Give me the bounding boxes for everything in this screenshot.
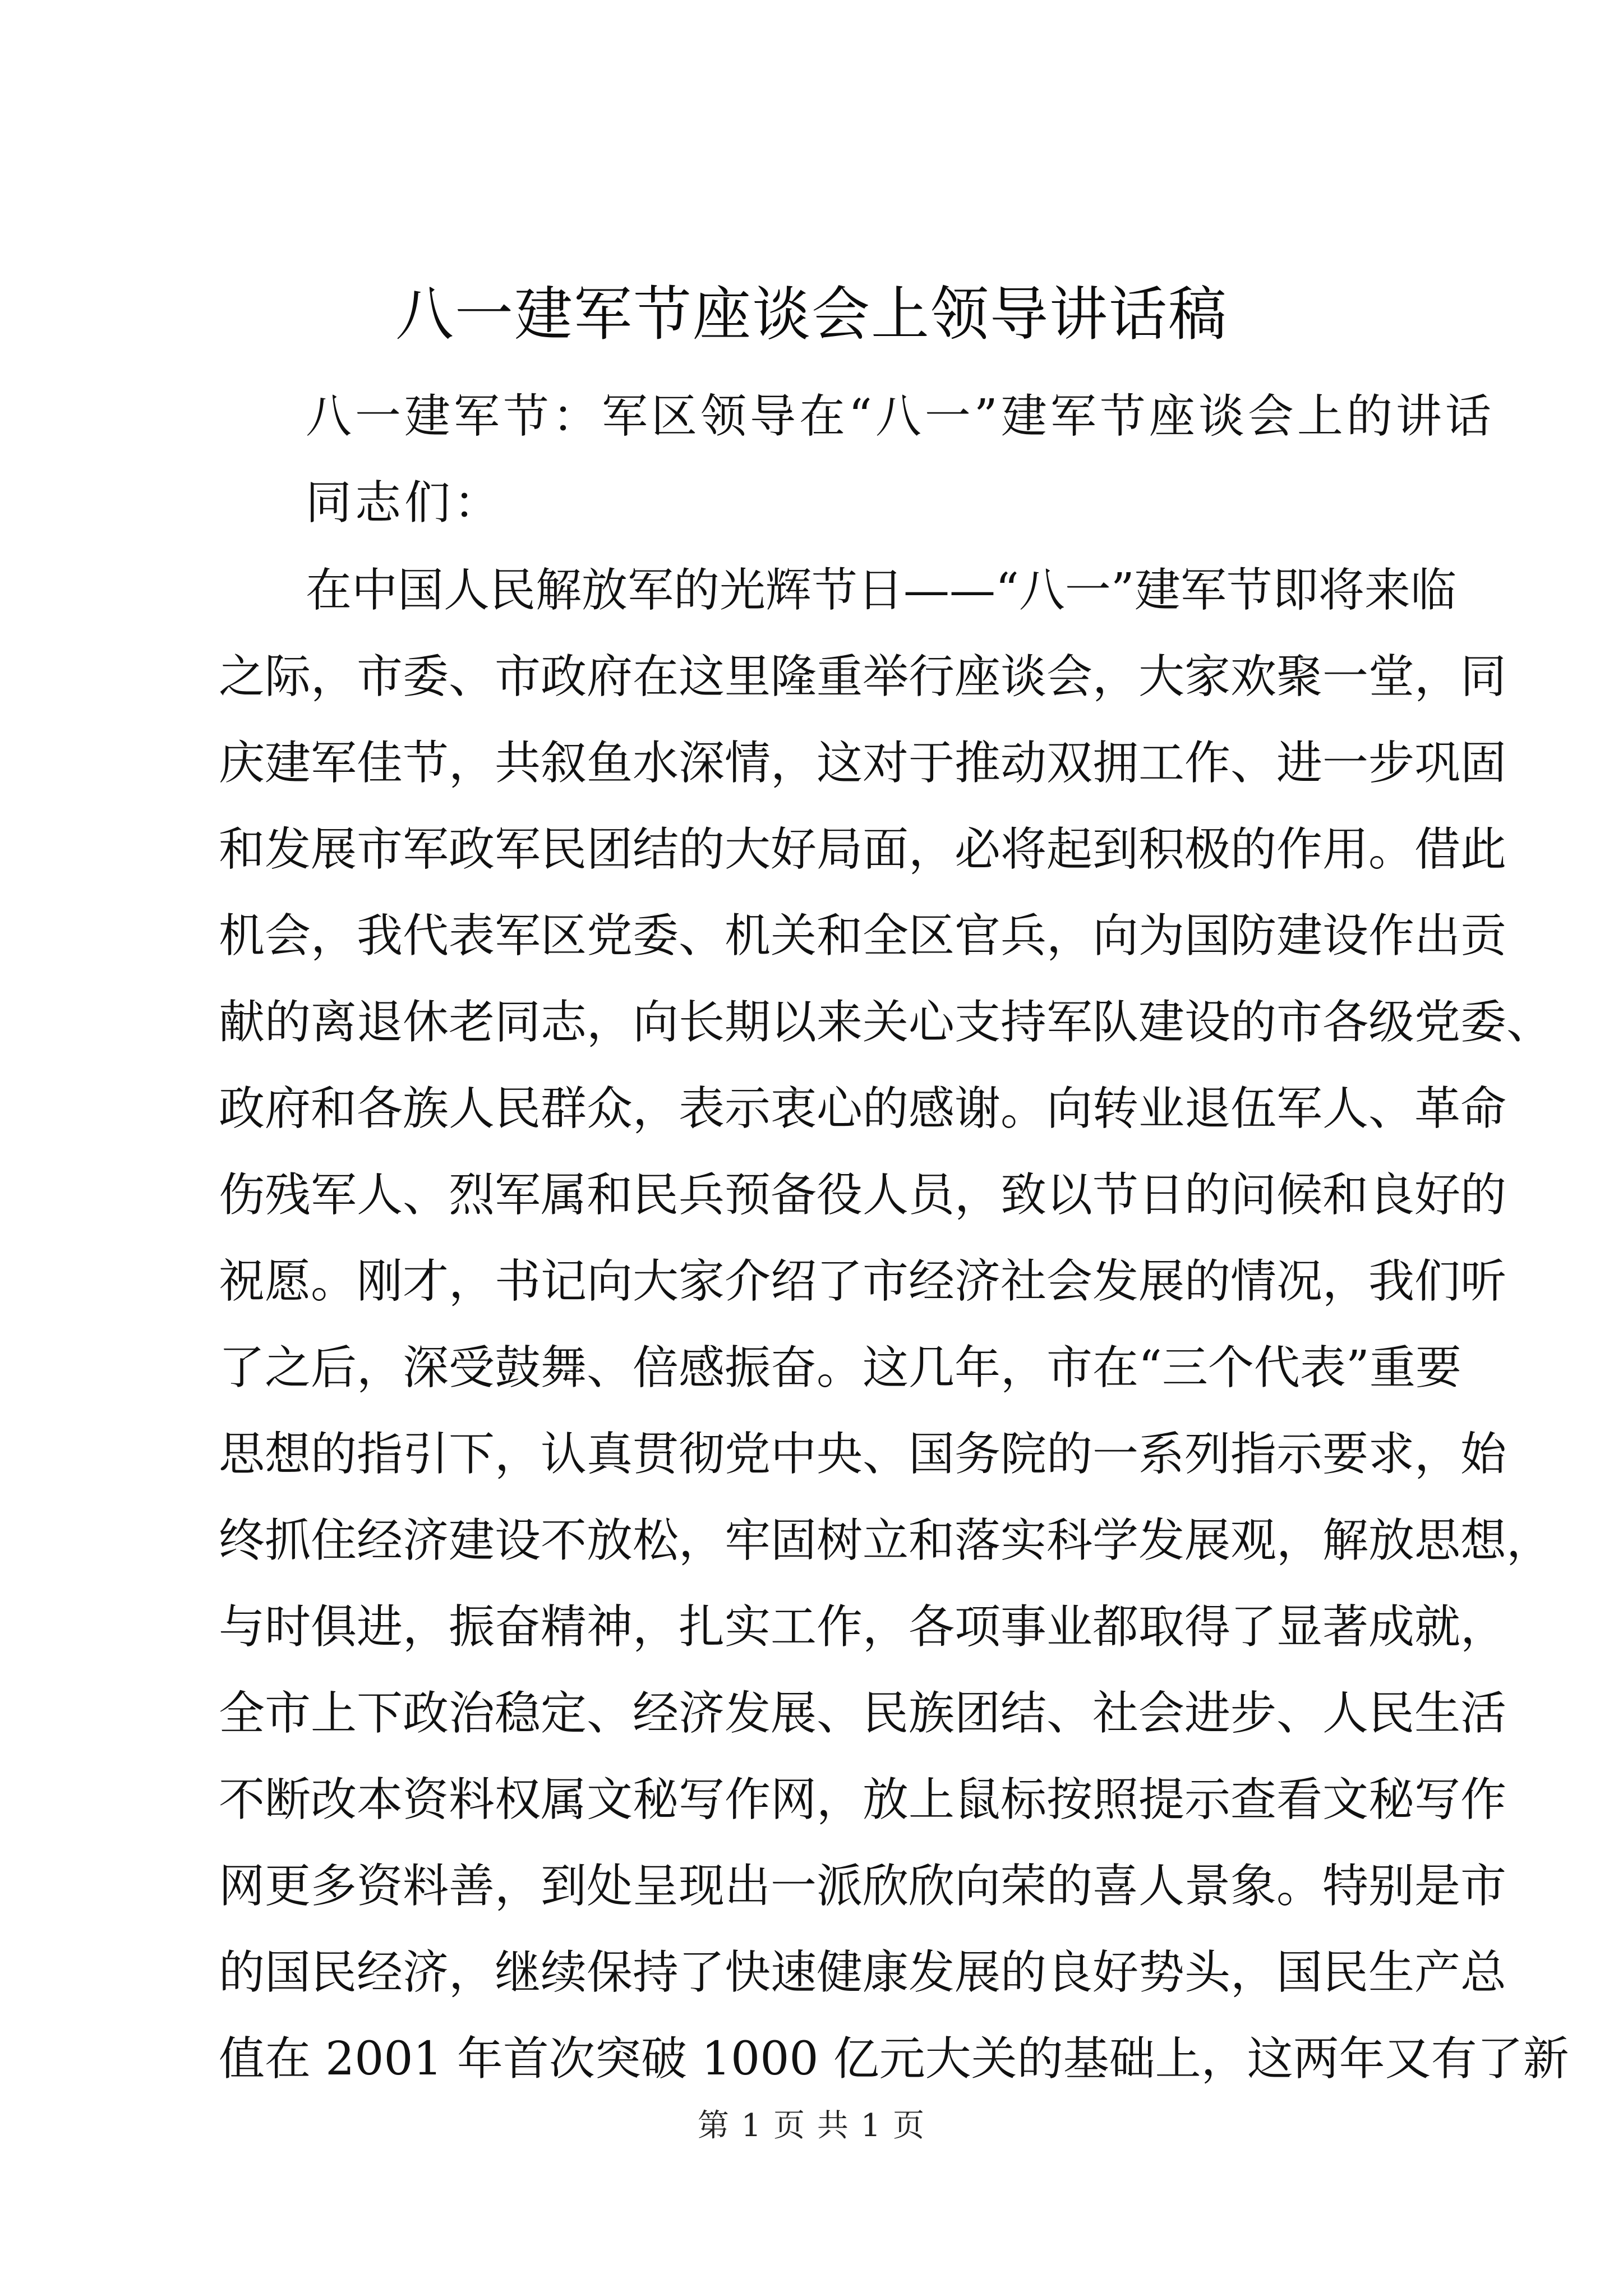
body-line: 祝愿。刚才，书记向大家介绍了市经济社会发展的情况，我们听 (219, 1255, 1507, 1308)
salutation: 同志们： (306, 476, 504, 530)
body-line: 政府和各族人民群众，表示衷心的感谢。向转业退伍军人、革命 (219, 1082, 1507, 1135)
body-line: 全市上下政治稳定、经济发展、民族团结、社会进步、人民生活 (219, 1687, 1507, 1740)
body-line: 和发展市军政军民团结的大好局面，必将起到积极的作用。借此 (219, 823, 1507, 876)
body-line: 了之后，深受鼓舞、倍感振奋。这几年，市在“三个代表”重要 (219, 1341, 1461, 1395)
document-title: 八一建军节座谈会上领导讲话稿 (395, 280, 1228, 348)
body-line: 之际，市委、市政府在这里隆重举行座谈会，大家欢聚一堂，同 (219, 650, 1507, 703)
body-text (219, 547, 1569, 2102)
body-line: 思想的指引下，认真贯彻党中央、国务院的一系列指示要求，始 (219, 1428, 1507, 1481)
body-line: 不断改本资料权属文秘写作网，放上鼠标按照提示查看文秘写作 (219, 1773, 1507, 1826)
body-line: 终抓住经济建设不放松，牢固树立和落实科学发展观，解放思想， (219, 1514, 1553, 1567)
document-subtitle: 八一建军节：军区领导在“八一”建军节座谈会上的讲话 (306, 390, 1495, 443)
body-line: 庆建军佳节，共叙鱼水深情，这对于推动双拥工作、进一步巩固 (219, 737, 1507, 790)
body-line: 的国民经济，继续保持了快速健康发展的良好势头，国民生产总 (219, 1946, 1507, 1999)
body-line: 献的离退休老同志，向长期以来关心支持军队建设的市各级党委、 (219, 996, 1553, 1049)
page-footer: 第 1 页 共 1 页 (697, 2108, 926, 2144)
body-line: 伤残军人、烈军属和民兵预备役人员，致以节日的问候和良好的 (219, 1168, 1507, 1222)
body-line: 值在 2001 年首次突破 1000 亿元大关的基础上，这两年又有了新 (219, 2032, 1569, 2086)
body-line: 机会，我代表军区党委、机关和全区官兵，向为国防建设作出贡 (219, 909, 1507, 963)
body-line: 网更多资料善，到处呈现出一派欣欣向荣的喜人景象。特别是市 (219, 1860, 1507, 1913)
body-line: 与时俱进，振奋精神，扎实工作，各项事业都取得了显著成就， (219, 1600, 1507, 1654)
body-line: 在中国人民解放军的光辉节日——“八一”建军节即将来临 (306, 564, 1456, 617)
